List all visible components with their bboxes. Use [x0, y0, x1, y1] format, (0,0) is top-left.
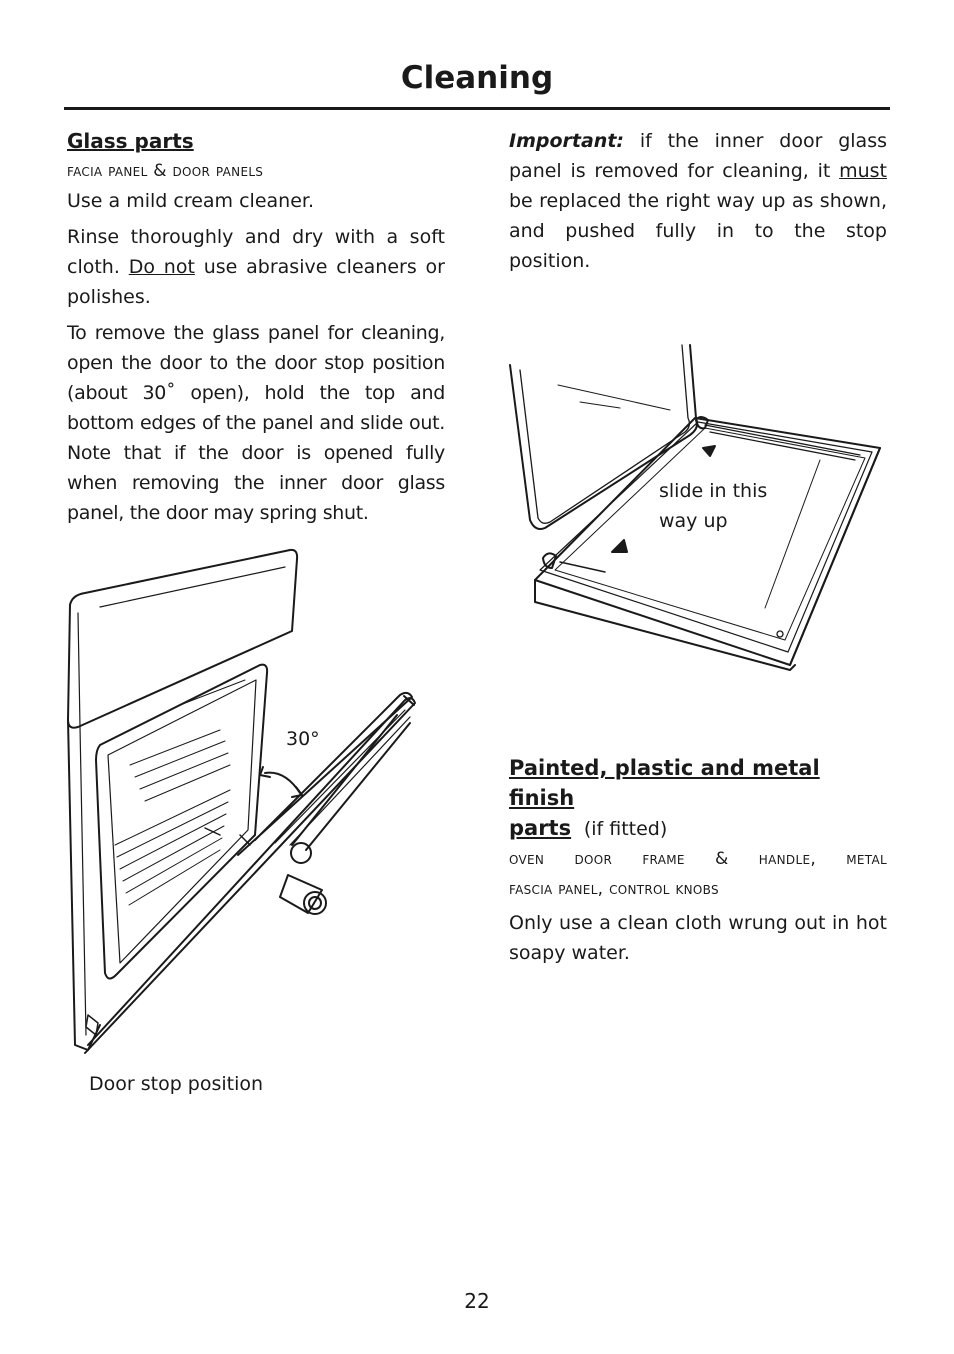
glass-parts-heading: Glass parts [67, 129, 194, 153]
p2-part-a: Rinse thoroughly and dry with a soft cloth. [67, 226, 445, 278]
painted-spacer [571, 816, 584, 840]
important-label: Important: [509, 130, 625, 152]
important-text-b: be replaced the right way up as shown, and pushed fully in to the stop position. [509, 190, 887, 272]
painted-p1: Only use a clean cloth wrung out in hot soapy water. [509, 912, 887, 964]
painted-heading-line2: parts [509, 816, 572, 840]
page-title: Cleaning [400, 60, 554, 96]
angle-label: 30° [286, 728, 320, 750]
glass-parts-p2 [67, 222, 445, 312]
title-rule [64, 107, 890, 110]
door-stop-caption: Door stop position [89, 1073, 264, 1095]
painted-subheading-1: oven door frame & handle, metal [509, 849, 887, 869]
slide-label-line2: way up [659, 510, 728, 532]
important-text-a: if the inner door glass panel is removed for cleaning, it [509, 130, 887, 182]
page-number: 22 [464, 1289, 490, 1313]
slide-label-line1: slide in this [659, 480, 768, 502]
glass-parts-p3: To remove the glass panel for cleaning, open the door to the door stop position (about 30˚ open), hold the top and bottom edges of the panel and slide out. Note that if the door is opened fully when removing the inner door glass panel, the door may spring shut. [67, 322, 445, 524]
painted-heading-line2-row [509, 813, 887, 844]
important-must: must [839, 160, 887, 182]
p2-do-not: Do not [128, 256, 195, 278]
important-note [509, 126, 887, 276]
p2-part-b: use abrasive cleaners or polishes. [67, 256, 445, 308]
glass-parts-p1: Use a mild cream cleaner. [67, 190, 314, 212]
oven-door-diagram [60, 545, 440, 1065]
painted-qualifier: (if fitted) [583, 818, 668, 840]
painted-subheading-2: fascia panel, control knobs [509, 879, 719, 899]
glass-parts-section [67, 126, 445, 528]
painted-heading-line1: Painted, plastic and metal finish [509, 756, 820, 810]
painted-parts-section [509, 753, 887, 974]
important-section [509, 126, 887, 282]
glass-parts-subheading: facia panel & door panels [67, 161, 264, 181]
